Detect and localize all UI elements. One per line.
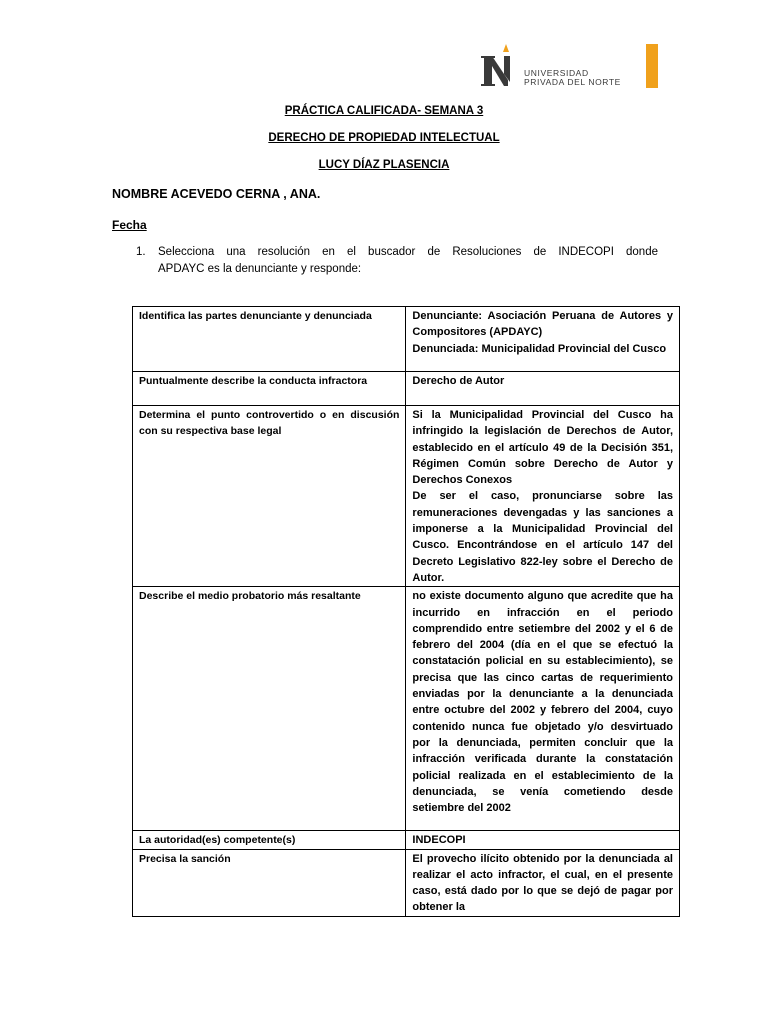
- answer-paragraph: Derecho de Autor: [412, 375, 505, 387]
- question-1: [136, 244, 658, 278]
- answer-paragraph: no existe documento alguno que acredite que ha incurrido en infracción en el periodo comprendido entre setiembre del 2002 y el 6 de febrero del 2004 (día en el que se efectuó la constatación policial en su establecimiento), se precisa que las cinco cartas de requerimiento enviadas por la denunciante a la denunciada entre octubre del 2002 y febrero del 2004, cuyo contenido nunca fue objetado y/o desvirtuado por la denunciada, permiten concluir que la infracción verificada durante la constatación policial realizada en el establecimiento de la denunciada, se venía cometiendo desde setiembre del 2002: [412, 590, 673, 815]
- answer-paragraph: Denunciante: Asociación Peruana de Autores y Compositores (APDAYC): [412, 310, 673, 339]
- question-text-line2: APDAYC es la denunciante y responde:: [158, 263, 362, 275]
- answer-cell: [406, 372, 680, 406]
- date-label: Fecha: [112, 218, 147, 232]
- question-cell: Puntualmente describe la conducta infractora: [133, 372, 406, 406]
- question-number: 1.: [136, 246, 146, 258]
- answer-paragraph: El provecho ilícito obtenido por la denunciada al realizar el acto infractor, el cual, en el presente caso, está dado por lo que se dejó de pagar por obtener la: [412, 852, 673, 914]
- answer-table: [132, 306, 680, 917]
- answer-cell: [406, 831, 680, 849]
- logo-orange-bar: [646, 44, 658, 88]
- course-title: DERECHO DE PROPIEDAD INTELECTUAL: [268, 132, 500, 144]
- question-cell: Determina el punto controvertido o en discusión con su respectiva base legal: [133, 406, 406, 587]
- answer-paragraph: Denunciada: Municipalidad Provincial del Cusco: [412, 342, 667, 355]
- answer-paragraph: INDECOPI: [412, 834, 466, 847]
- question-cell: Describe el medio probatorio más resaltante: [133, 587, 406, 831]
- question-cell: Identifica las partes denunciante y denunciada: [133, 307, 406, 372]
- table-row: [133, 406, 680, 587]
- question-text-line1: Selecciona una resolución en el buscador de Resoluciones de INDECOPI donde: [158, 246, 658, 258]
- table-row: [133, 587, 680, 831]
- question-text: [158, 244, 658, 278]
- question-cell: Precisa la sanción: [133, 849, 406, 916]
- student-name: NOMBRE ACEVEDO CERNA , ANA.: [112, 187, 321, 201]
- university-name: [524, 69, 621, 87]
- table-row: [133, 849, 680, 916]
- practice-title: PRÁCTICA CALIFICADA- SEMANA 3: [284, 105, 484, 117]
- question-cell: La autoridad(es) competente(s): [133, 831, 406, 849]
- university-logo: [478, 42, 660, 90]
- table-row: [133, 372, 680, 406]
- answer-paragraph: Si la Municipalidad Provincial del Cusco ha infringido la legislación de Derechos de Autor, establecido en el artículo 49 de la Decisión 351, Régimen Común sobre Derecho de Autor y Derechos Conexos: [412, 409, 673, 487]
- upn-logo-mark-icon: [478, 42, 518, 90]
- answer-cell: [406, 406, 680, 587]
- university-name-line1: UNIVERSIDAD: [524, 68, 589, 78]
- teacher-name: LUCY DÍAZ PLASENCIA: [318, 159, 450, 171]
- answer-paragraph: De ser el caso, pronunciarse sobre las remuneraciones devengadas y las sanciones a imponerse a la Municipalidad Provincial del Cusco. Encontrándose en el artículo 147 del Decreto Legislativo 822-ley sobre el Derecho de Autor.: [412, 490, 673, 584]
- university-name-line2: PRIVADA DEL NORTE: [524, 77, 621, 87]
- table-row: [133, 307, 680, 372]
- table-row: [133, 831, 680, 849]
- answer-cell: [406, 307, 680, 372]
- answer-cell: [406, 587, 680, 831]
- answer-cell: [406, 849, 680, 916]
